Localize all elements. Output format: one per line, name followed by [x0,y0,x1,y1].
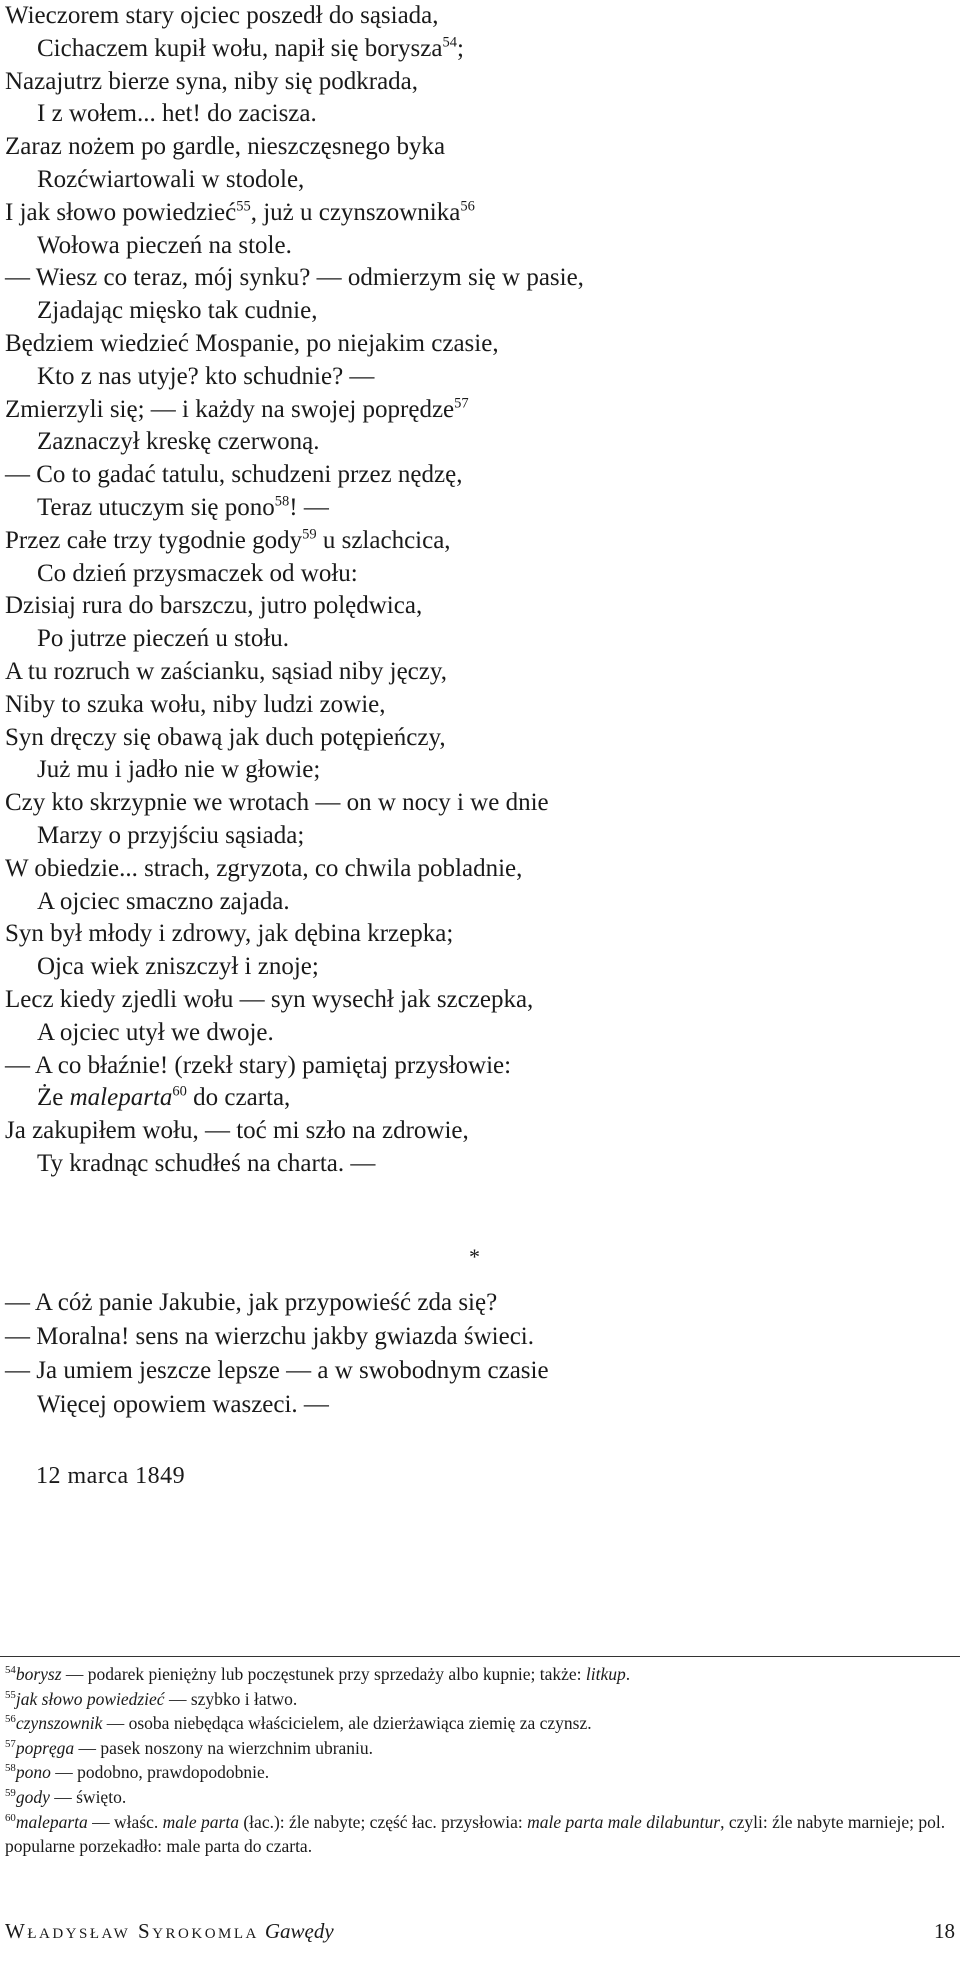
footnote-text: — pasek noszony na wierzchnim ubraniu. [74,1737,374,1758]
verse-text: Syn dręczy się obawą jak duch potępieńczy, [5,723,446,751]
verse-text: Zjadając mięsko tak cudnie, [37,297,318,325]
verse-line [5,754,955,787]
verse-line [5,1017,955,1050]
footnote-number: 54 [5,1664,16,1677]
verse-line [5,525,955,558]
verse-text: Cichaczem kupił wołu, napił się borysza [37,34,443,62]
footnote-ref: 58 [274,493,290,510]
verse-text: Kto z nas utyje? kto schudnie? — [37,362,375,390]
footnote-number: 57 [5,1737,16,1750]
verse-line [5,131,955,164]
footnote-item [5,1711,955,1736]
verse-line [5,1050,955,1083]
footnote-term: popręga [15,1737,75,1758]
verse-text: Ojca wiek zniszczył i znoje; [37,953,319,981]
verse-text: Więcej opowiem waszeci. — [37,1391,329,1418]
verse-text: Zaraz nożem po gardle, nieszczęsnego byka [5,133,446,161]
verse-text: Marzy o przyjściu sąsiada; [37,821,305,849]
footnote-ref: 54 [442,34,457,51]
verse-line [5,197,955,230]
verse-text: do czarta, [186,1084,291,1112]
verse-line [5,0,955,33]
footnote-item [5,1785,955,1810]
verse-line [5,98,955,131]
footnote-term: pono [15,1762,51,1783]
verse-text: W obiedzie... strach, zgryzota, co chwila pobladnie, [5,854,523,882]
page-number: 18 [934,1919,955,1943]
running-footer [5,1916,955,1946]
verse-emphasis: maleparta [69,1084,173,1112]
verse-text: — A cóż panie Jakubie, jak przypowieść zda się? [5,1289,498,1316]
footnote-number: 59 [5,1787,16,1800]
verse-text: Niby to szuka wołu, niby ludzi zowie, [5,690,386,718]
footnote-item [5,1687,955,1712]
poem-date: 12 marca 1849 [36,1463,186,1489]
verse-text: Teraz utuczym się pono [37,493,275,521]
verse-line [5,1388,955,1422]
verse-text: Ja zakupiłem wołu, — toć mi szło na zdrowie, [5,1117,469,1145]
verse-text: Zmierzyli się; — i każdy na swojej poprędze [5,395,455,423]
footer-author: Władysław Syrokomla [5,1919,259,1943]
verse-line [5,951,955,984]
verse-line [5,394,955,427]
footnotes [5,1662,955,1859]
footnote-term: maleparta [15,1811,88,1832]
verse-line [5,853,955,886]
verse-text: Wieczorem stary ojciec poszedł do sąsiada, [5,2,439,29]
verse-line [5,1082,955,1115]
verse-line [5,426,955,459]
footnote-emphasis: male parta male dilabuntur [527,1811,721,1832]
verse-line [5,164,955,197]
verse-line [5,328,955,361]
verse-text: A ojciec utył we dwoje. [37,1018,274,1046]
verse-line [5,984,955,1017]
verse-line [5,689,955,722]
footnote-text: (łac.): źle nabyte; część łac. przysłowia: [238,1811,528,1832]
verse-text: — Wiesz co teraz, mój synku? — odmierzym się w pasie, [5,264,584,292]
verse-line [5,1115,955,1148]
verse-line [5,1286,955,1320]
footnote-text: . [625,1664,631,1684]
verse-line [5,886,955,919]
footer-book-title: Gawędy [264,1919,334,1943]
verse-line [5,230,955,263]
verse-text: Wołowa pieczeń na stole. [37,231,292,259]
footnote-term: borysz [15,1664,62,1684]
verse-line [5,820,955,853]
footnote-text: — podarek pieniężny lub poczęstunek przy sprzedaży albo kupnie; także: [61,1664,586,1684]
footnote-text: — święto. [49,1786,127,1807]
verse-text: Przez całe trzy tygodnie gody [5,526,303,554]
verse-text: Nazajutrz bierze syna, niby się podkrada, [5,67,419,95]
footnote-term: jak słowo powiedzieć [15,1688,165,1709]
verse-text: I z wołem... het! do zacisza. [37,100,317,128]
poem-body [5,0,955,1181]
verse-line [5,361,955,394]
dialogue-block [5,1286,955,1422]
verse-text: A tu rozruch w zaścianku, sąsiad niby jęczy, [5,657,447,685]
verse-line [5,558,955,591]
verse-text: Już mu i jadło nie w głowie; [37,756,321,784]
footnote-emphasis: male parta [162,1811,239,1832]
footnote-item [5,1810,955,1859]
verse-line [5,262,955,295]
verse-text: — Moralna! sens na wierzchu jakby gwiazda świeci. [5,1323,534,1350]
verse-line [5,492,955,525]
footnote-text: — szybko i łatwo. [164,1688,298,1709]
verse-text: Po jutrze pieczeń u stołu. [37,625,290,653]
footnote-text: — podobno, prawdopodobnie. [50,1762,270,1783]
verse-text: I jak słowo powiedzieć [5,198,237,226]
verse-line [5,656,955,689]
verse-text: Będziem wiedzieć Mospanie, po niejakim czasie, [5,329,499,357]
footnote-item [5,1736,955,1761]
verse-text: ; [456,34,464,62]
verse-text: Co dzień przysmaczek od wołu: [37,559,358,587]
verse-text: Dzisiaj rura do barszczu, jutro polędwica, [5,592,423,620]
verse-text: Że [37,1084,70,1112]
verse-line [5,1148,955,1181]
verse-line [5,1320,955,1354]
verse-line [5,66,955,99]
footnote-number: 56 [5,1713,16,1726]
verse-line [5,1354,955,1388]
verse-line [5,722,955,755]
verse-text: Syn był młody i zdrowy, jak dębina krzepka; [5,920,454,948]
footnote-ref: 60 [172,1083,187,1100]
verse-text: Ty kradnąc schudłeś na charta. — [37,1149,376,1177]
footnote-emphasis: litkup [585,1664,626,1684]
footnote-text: — osoba niebędąca właścicielem, ale dzierżawiąca ziemię za czynsz. [102,1713,592,1734]
footnote-number: 55 [5,1688,16,1701]
footnote-item [5,1760,955,1785]
footnote-ref: 59 [302,526,317,543]
verse-line [5,590,955,623]
verse-line [5,787,955,820]
footnote-term: czynszownik [15,1713,103,1734]
verse-text: , już u czynszownika [250,198,461,226]
footnote-ref: 57 [454,395,469,412]
verse-text: — A co błaźnie! (rzekł stary) pamiętaj przysłowie: [5,1051,512,1079]
verse-text: Czy kto skrzypnie we wrotach — on w nocy i we dnie [5,789,549,817]
footnote-text: , czyli: źle nabyte marnieje; pol. popularne porzekadło: male parta do czarta. [5,1811,946,1857]
footnote-ref: 55 [236,198,251,215]
verse-line [5,295,955,328]
footnote-rule [0,1656,960,1657]
footnote-number: 60 [5,1811,16,1824]
verse-text: Zaznaczył kreskę czerwoną. [37,428,320,456]
footnote-number: 58 [5,1762,16,1775]
footnote-ref: 56 [460,198,475,215]
footnote-text: — właśc. [87,1811,163,1832]
verse-text: ! — [289,493,329,521]
verse-line [5,623,955,656]
verse-text: A ojciec smaczno zajada. [37,887,290,915]
verse-line [5,459,955,492]
verse-line [5,33,955,66]
verse-text: — Co to gadać tatulu, schudzeni przez nędzę, [5,461,463,489]
verse-text: Rozćwiartowali w stodole, [37,165,305,193]
verse-text: — Ja umiem jeszcze lepsze — a w swobodnym czasie [5,1357,549,1384]
footnote-item [5,1662,955,1687]
verse-line [5,918,955,951]
footnote-term: gody [15,1786,50,1807]
verse-text: u szlachcica, [316,526,451,554]
verse-text: Lecz kiedy zjedli wołu — syn wysechł jak szczepka, [5,985,534,1013]
section-asterisk: * [469,1244,480,1269]
